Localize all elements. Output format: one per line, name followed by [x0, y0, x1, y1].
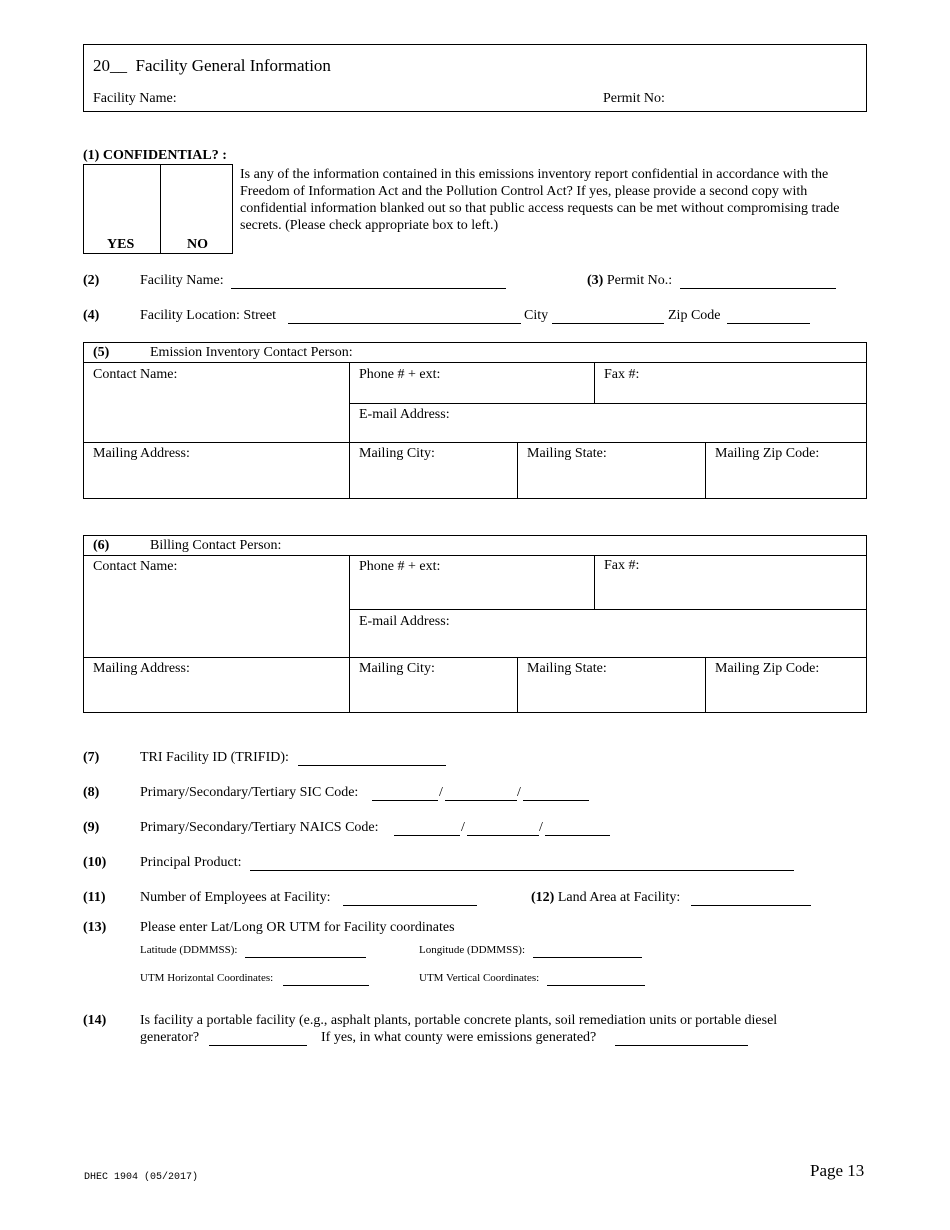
emission-contact-name-label[interactable]: Contact Name:: [93, 367, 178, 382]
item-10-number: (10): [83, 855, 107, 870]
location-zip-label: Zip Code: [668, 308, 721, 323]
latitude-label: Latitude (DDMMSS):: [140, 944, 238, 956]
land-area-field[interactable]: [691, 905, 811, 906]
location-city-label: City: [524, 308, 549, 323]
permit-no-field[interactable]: [680, 288, 836, 289]
portable-county-field[interactable]: [615, 1045, 748, 1046]
portable-generator-label: generator?: [140, 1030, 200, 1045]
item-14-number: (14): [83, 1013, 107, 1028]
title-text: Facility General Information: [135, 56, 331, 75]
billing-contact-city-label[interactable]: Mailing City:: [359, 661, 435, 676]
trifid-label: TRI Facility ID (TRIFID):: [140, 750, 289, 765]
table-divider: [349, 403, 867, 404]
billing-contact-name-label[interactable]: Contact Name:: [93, 559, 178, 574]
billing-contact-zip-label[interactable]: Mailing Zip Code:: [715, 661, 820, 676]
table-divider: [705, 657, 706, 713]
employees-label: Number of Employees at Facility:: [140, 890, 331, 905]
emission-contact-fax-label[interactable]: Fax #:: [604, 367, 640, 382]
sic-code-label: Primary/Secondary/Tertiary SIC Code:: [140, 785, 359, 800]
billing-contact-number: (6): [93, 538, 110, 553]
naics-code-label: Primary/Secondary/Tertiary NAICS Code:: [140, 820, 379, 835]
coordinates-instruction: Please enter Lat/Long OR UTM for Facility coordinates: [140, 920, 455, 935]
emission-contact-border: [83, 342, 867, 499]
naics-separator: /: [539, 820, 543, 835]
utm-vertical-label: UTM Vertical Coordinates:: [419, 972, 540, 984]
principal-product-label: Principal Product:: [140, 855, 242, 870]
header-box: [83, 44, 867, 112]
item-13-number: (13): [83, 920, 107, 935]
naics-secondary-field[interactable]: [467, 835, 539, 836]
billing-contact-address-label[interactable]: Mailing Address:: [93, 661, 190, 676]
table-divider: [83, 657, 867, 658]
emission-contact-phone-label[interactable]: Phone # + ext:: [359, 367, 441, 382]
table-divider: [594, 362, 595, 403]
portable-answer-field[interactable]: [209, 1045, 307, 1046]
employees-field[interactable]: [343, 905, 477, 906]
longitude-field[interactable]: [533, 957, 642, 958]
header-permit-label: Permit No:: [603, 91, 665, 106]
naics-separator: /: [461, 820, 465, 835]
naics-primary-field[interactable]: [394, 835, 460, 836]
utm-horizontal-field[interactable]: [283, 985, 369, 986]
billing-contact-title: Billing Contact Person:: [150, 538, 282, 553]
table-divider: [349, 609, 867, 610]
utm-horizontal-label: UTM Horizontal Coordinates:: [140, 972, 274, 984]
land-area-label: (12) Land Area at Facility:: [531, 890, 681, 905]
sic-separator: /: [439, 785, 443, 800]
longitude-label: Longitude (DDMMSS):: [419, 944, 526, 956]
facility-name-field[interactable]: [231, 288, 506, 289]
location-street-field[interactable]: [288, 323, 521, 324]
sic-separator: /: [517, 785, 521, 800]
table-divider: [517, 442, 518, 499]
item-9-number: (9): [83, 820, 100, 835]
table-divider: [705, 442, 706, 499]
table-divider: [83, 555, 867, 556]
item-11-number: (11): [83, 890, 106, 905]
page-title: [93, 56, 331, 76]
latitude-field[interactable]: [245, 957, 366, 958]
facility-name-label: Facility Name:: [140, 273, 224, 288]
sic-primary-field[interactable]: [372, 800, 438, 801]
emission-contact-city-label[interactable]: Mailing City:: [359, 446, 435, 461]
permit-no-label: (3) Permit No.:: [587, 273, 673, 288]
confidential-heading: (1) CONFIDENTIAL? :: [83, 148, 227, 163]
billing-contact-phone-label[interactable]: Phone # + ext:: [359, 559, 441, 574]
location-zip-field[interactable]: [727, 323, 810, 324]
table-divider: [83, 362, 867, 363]
form-id: DHEC 1904 (05/2017): [84, 1172, 199, 1183]
naics-tertiary-field[interactable]: [545, 835, 610, 836]
billing-contact-email-label[interactable]: E-mail Address:: [359, 614, 450, 629]
location-street-label: Facility Location: Street: [140, 308, 277, 323]
billing-contact-fax-label[interactable]: Fax #:: [604, 558, 640, 573]
emission-contact-number: (5): [93, 345, 110, 360]
emission-contact-state-label[interactable]: Mailing State:: [527, 446, 607, 461]
title-year: 20__: [93, 56, 127, 75]
portable-facility-question: Is facility a portable facility (e.g., asphalt plants, portable concrete plants, soil remediation units or portable diesel: [140, 1013, 778, 1028]
table-divider: [349, 362, 350, 499]
item-4-number: (4): [83, 308, 100, 323]
trifid-field[interactable]: [298, 765, 446, 766]
billing-contact-state-label[interactable]: Mailing State:: [527, 661, 607, 676]
header-facility-name-label: Facility Name:: [93, 91, 177, 106]
confidential-no-label: NO: [187, 237, 208, 252]
item-7-number: (7): [83, 750, 100, 765]
location-city-field[interactable]: [552, 323, 664, 324]
page-number: Page 13: [810, 1161, 865, 1180]
sic-secondary-field[interactable]: [445, 800, 517, 801]
table-divider: [517, 657, 518, 713]
portable-county-label: If yes, in what county were emissions generated?: [321, 1030, 597, 1045]
table-divider: [83, 442, 867, 443]
item-8-number: (8): [83, 785, 100, 800]
billing-contact-border: [83, 535, 867, 713]
utm-vertical-field[interactable]: [547, 985, 645, 986]
principal-product-field[interactable]: [250, 870, 794, 871]
emission-contact-address-label[interactable]: Mailing Address:: [93, 446, 190, 461]
confidential-text: Is any of the information contained in this emissions inventory report confidential in accordance with the Freedom of Information Act and the Pollution Control Act? If yes, please provide a second copy with confidential information blanked out so that public access requests can be met without compromising trade secrets. (Please check appropriate box to left.): [240, 167, 840, 233]
emission-contact-zip-label[interactable]: Mailing Zip Code:: [715, 446, 820, 461]
emission-contact-title: Emission Inventory Contact Person:: [150, 345, 353, 360]
table-divider: [594, 555, 595, 609]
item-2-number: (2): [83, 273, 100, 288]
emission-contact-email-label[interactable]: E-mail Address:: [359, 407, 450, 422]
confidential-yes-label: YES: [107, 237, 135, 252]
sic-tertiary-field[interactable]: [523, 800, 589, 801]
table-divider: [349, 555, 350, 713]
